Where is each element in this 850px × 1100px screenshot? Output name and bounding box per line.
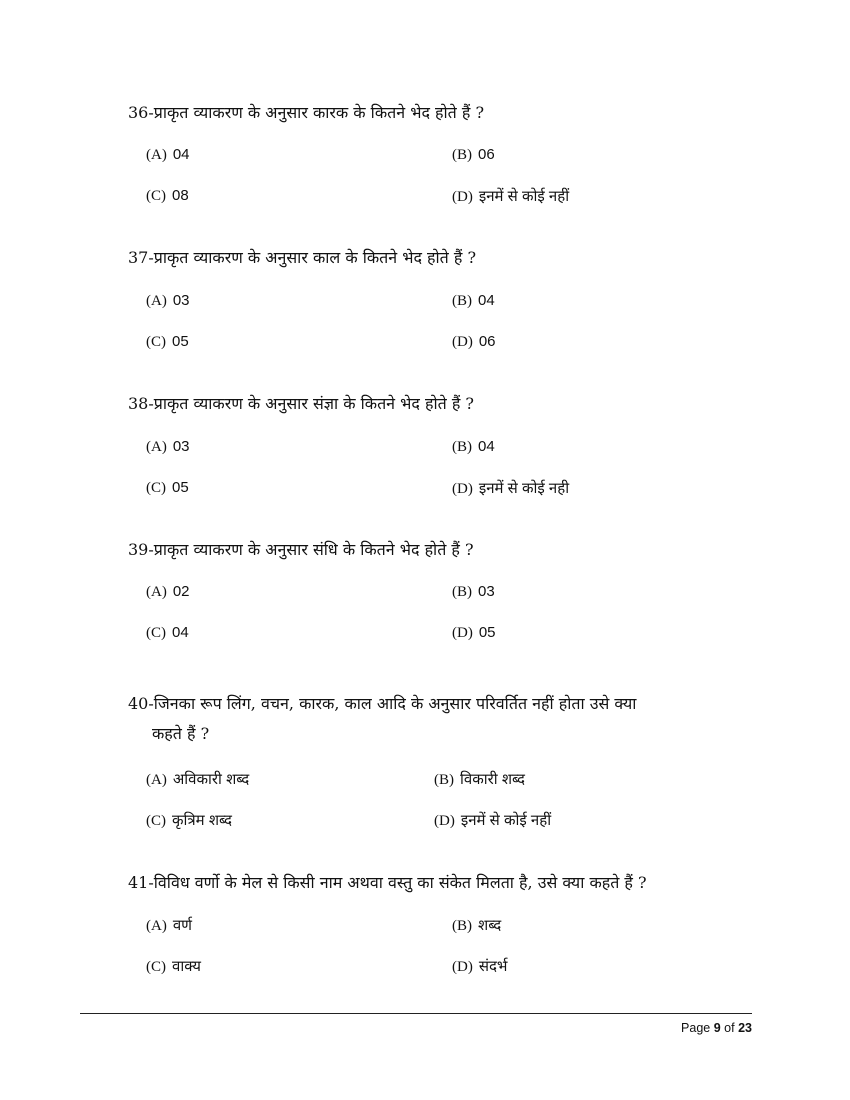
option-d: (D) इनमें से कोई नहीं [434,812,552,829]
option-d: (D) 06 [452,333,496,350]
option-b: (B) 06 [452,146,495,163]
option-d: (D) इनमें से कोई नहीं [452,188,570,205]
question-text-continued: कहते हैं ? [152,724,210,743]
question-37 [128,243,752,273]
option-c: (C) 05 [146,479,189,496]
question-text: प्राकृत व्याकरण के अनुसार संज्ञा के कितने भेद होते हैं ? [153,394,474,413]
question-number: 37- [128,248,154,267]
question-number: 38- [128,394,154,413]
question-number: 41- [128,873,154,892]
question-38 [128,389,752,419]
question-36 [128,98,752,128]
question-text: प्राकृत व्याकरण के अनुसार कारक के कितने भेद होते हैं ? [153,103,485,122]
page-number: 9 [713,1021,721,1035]
option-a: (A) 02 [146,583,190,600]
question-text: प्राकृत व्याकरण के अनुसार संधि के कितने भेद होते हैं ? [153,540,474,559]
option-d: (D) 05 [452,624,496,641]
page-word: Page [681,1021,711,1035]
footer-divider [80,1013,752,1014]
question-text: जिनका रूप लिंग, वचन, कारक, काल आदि के अनुसार परिवर्तित नहीं होता उसे क्या [153,694,637,713]
option-a: (A) 03 [146,292,190,309]
option-b: (B) 04 [452,438,495,455]
total-pages: 23 [738,1021,752,1035]
option-c: (C) कृत्रिम शब्द [146,812,232,829]
option-d: (D) इनमें से कोई नही [452,480,570,497]
option-c: (C) 05 [146,333,189,350]
question-39 [128,535,752,565]
option-c: (C) 04 [146,624,189,641]
option-c: (C) 08 [146,187,189,204]
page-footer [681,1021,752,1035]
option-a: (A) 04 [146,146,190,163]
question-number: 40- [128,694,154,713]
option-b: (B) विकारी शब्द [434,771,525,788]
option-d: (D) संदर्भ [452,958,508,975]
option-c: (C) वाक्य [146,958,201,975]
option-a: (A) अविकारी शब्द [146,771,250,788]
option-a: (A) 03 [146,438,190,455]
option-b: (B) शब्द [452,917,502,934]
option-b: (B) 03 [452,583,495,600]
question-number: 39- [128,540,154,559]
question-40 [128,689,752,749]
question-number: 36- [128,103,154,122]
option-b: (B) 04 [452,292,495,309]
of-word: of [724,1021,735,1035]
option-a: (A) वर्ण [146,917,193,934]
question-text: विविध वर्णो के मेल से किसी नाम अथवा वस्तु का संकेत मिलता है, उसे क्या कहते हैं ? [153,873,647,892]
question-41 [128,868,752,898]
question-text: प्राकृत व्याकरण के अनुसार काल के कितने भेद होते हैं ? [153,248,477,267]
